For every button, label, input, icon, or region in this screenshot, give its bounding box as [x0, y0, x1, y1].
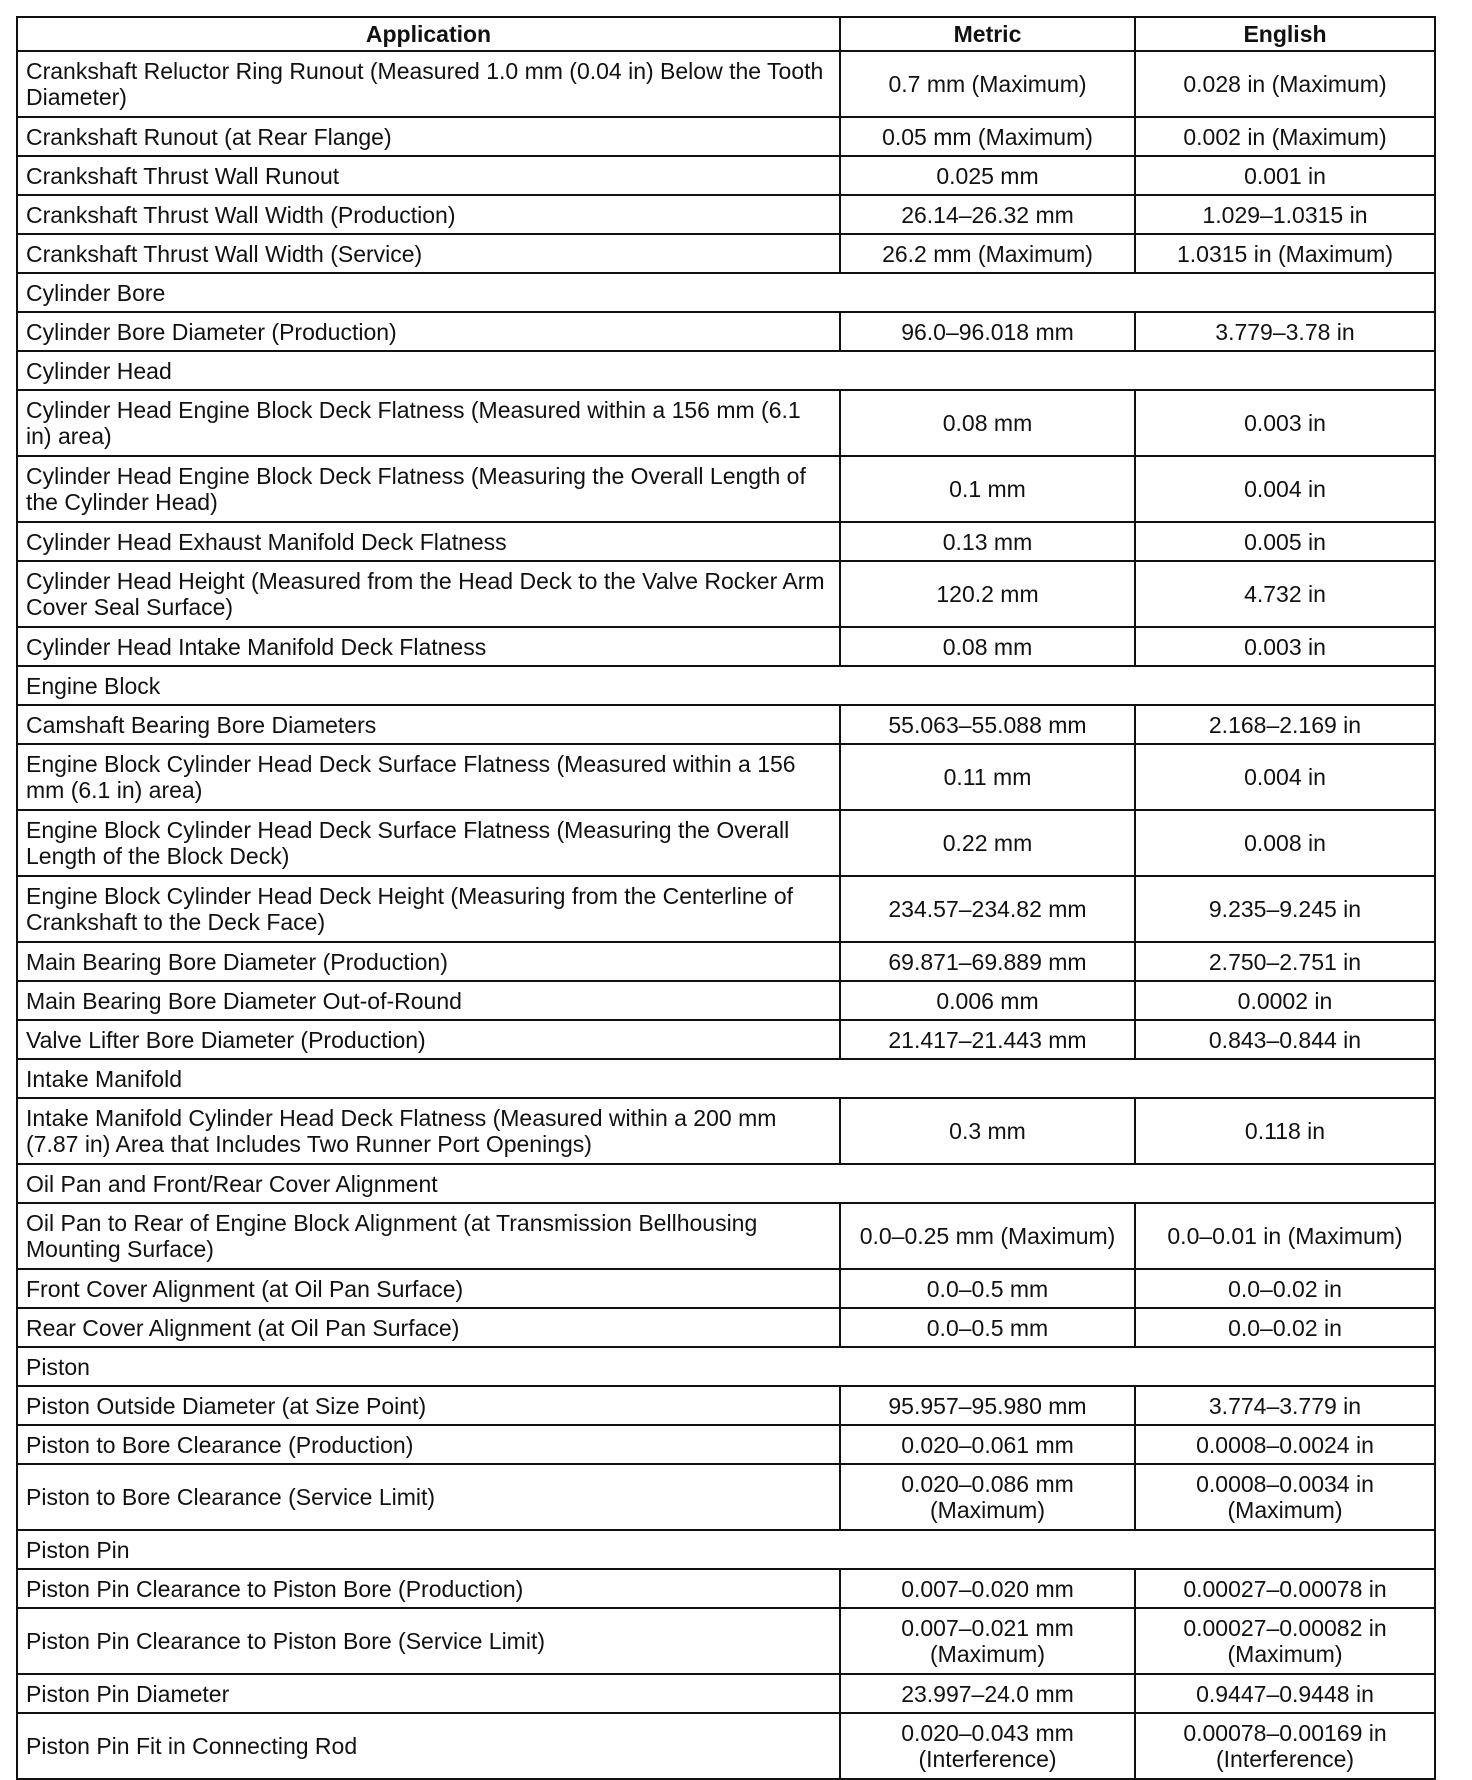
application-cell: Piston Outside Diameter (at Size Point) [17, 1386, 840, 1425]
metric-cell: 21.417–21.443 mm [840, 1020, 1135, 1059]
application-cell: Oil Pan to Rear of Engine Block Alignment (at Transmission Bellhousing Mounting Surface) [17, 1203, 840, 1269]
english-cell: 1.0315 in (Maximum) [1135, 234, 1435, 273]
application-cell: Main Bearing Bore Diameter Out-of-Round [17, 981, 840, 1020]
application-cell: Crankshaft Thrust Wall Width (Production) [17, 195, 840, 234]
table-row [17, 876, 1435, 942]
english-cell: 3.779–3.78 in [1135, 312, 1435, 351]
metric-cell: 26.2 mm (Maximum) [840, 234, 1135, 273]
application-cell: Cylinder Head Engine Block Deck Flatness (Measuring the Overall Length of the Cylinder Head) [17, 456, 840, 522]
english-cell: 0.0008–0.0024 in [1135, 1425, 1435, 1464]
section-row [17, 351, 1435, 390]
metric-cell: 0.007–0.021 mm (Maximum) [840, 1608, 1135, 1674]
application-cell: Crankshaft Runout (at Rear Flange) [17, 117, 840, 156]
table-row [17, 1308, 1435, 1347]
metric-cell: 0.08 mm [840, 627, 1135, 666]
section-row [17, 1530, 1435, 1569]
english-cell: 2.750–2.751 in [1135, 942, 1435, 981]
application-cell: Cylinder Head Engine Block Deck Flatness (Measured within a 156 mm (6.1 in) area) [17, 390, 840, 456]
table-row [17, 627, 1435, 666]
header-row [17, 17, 1435, 51]
table-row [17, 1674, 1435, 1713]
section-heading: Engine Block [17, 666, 1435, 705]
english-cell: 3.774–3.779 in [1135, 1386, 1435, 1425]
metric-cell: 0.020–0.043 mm (Interference) [840, 1713, 1135, 1779]
table-row [17, 1386, 1435, 1425]
table-row [17, 1203, 1435, 1269]
application-cell: Cylinder Bore Diameter (Production) [17, 312, 840, 351]
table-row [17, 942, 1435, 981]
english-cell: 0.0–0.01 in (Maximum) [1135, 1203, 1435, 1269]
application-cell: Cylinder Head Exhaust Manifold Deck Flatness [17, 522, 840, 561]
metric-cell: 0.0–0.25 mm (Maximum) [840, 1203, 1135, 1269]
english-cell: 0.843–0.844 in [1135, 1020, 1435, 1059]
application-cell: Engine Block Cylinder Head Deck Height (Measuring from the Centerline of Crankshaft to the Deck Face) [17, 876, 840, 942]
english-cell: 0.0008–0.0034 in (Maximum) [1135, 1464, 1435, 1530]
metric-cell: 0.020–0.086 mm (Maximum) [840, 1464, 1135, 1530]
metric-cell: 0.22 mm [840, 810, 1135, 876]
section-heading: Intake Manifold [17, 1059, 1435, 1098]
english-cell: 0.004 in [1135, 744, 1435, 810]
table-row [17, 156, 1435, 195]
application-cell: Rear Cover Alignment (at Oil Pan Surface) [17, 1308, 840, 1347]
metric-cell: 55.063–55.088 mm [840, 705, 1135, 744]
metric-cell: 0.0–0.5 mm [840, 1308, 1135, 1347]
table-row [17, 522, 1435, 561]
specifications-table [16, 16, 1436, 1780]
table-body [17, 51, 1435, 1779]
application-cell: Intake Manifold Cylinder Head Deck Flatness (Measured within a 200 mm (7.87 in) Area that Includes Two Runner Port Openings) [17, 1098, 840, 1164]
english-cell: 0.118 in [1135, 1098, 1435, 1164]
english-cell: 4.732 in [1135, 561, 1435, 627]
metric-cell: 0.020–0.061 mm [840, 1425, 1135, 1464]
table-header [17, 17, 1435, 51]
table-row [17, 390, 1435, 456]
metric-cell: 96.0–96.018 mm [840, 312, 1135, 351]
metric-cell: 0.7 mm (Maximum) [840, 51, 1135, 117]
metric-cell: 120.2 mm [840, 561, 1135, 627]
english-cell: 0.008 in [1135, 810, 1435, 876]
application-cell: Valve Lifter Bore Diameter (Production) [17, 1020, 840, 1059]
english-cell: 0.001 in [1135, 156, 1435, 195]
table-row [17, 51, 1435, 117]
table-row [17, 1269, 1435, 1308]
metric-cell: 0.13 mm [840, 522, 1135, 561]
metric-cell: 0.05 mm (Maximum) [840, 117, 1135, 156]
metric-cell: 234.57–234.82 mm [840, 876, 1135, 942]
section-row [17, 1059, 1435, 1098]
metric-cell: 69.871–69.889 mm [840, 942, 1135, 981]
section-heading: Piston Pin [17, 1530, 1435, 1569]
column-header-english: English [1135, 17, 1435, 51]
application-cell: Crankshaft Thrust Wall Width (Service) [17, 234, 840, 273]
english-cell: 0.0–0.02 in [1135, 1308, 1435, 1347]
metric-cell: 0.11 mm [840, 744, 1135, 810]
table-row [17, 1425, 1435, 1464]
metric-cell: 23.997–24.0 mm [840, 1674, 1135, 1713]
table-row [17, 705, 1435, 744]
application-cell: Front Cover Alignment (at Oil Pan Surface) [17, 1269, 840, 1308]
metric-cell: 0.006 mm [840, 981, 1135, 1020]
table-row [17, 1608, 1435, 1674]
metric-cell: 0.08 mm [840, 390, 1135, 456]
column-header-metric: Metric [840, 17, 1135, 51]
table-row [17, 744, 1435, 810]
column-header-application: Application [17, 17, 840, 51]
metric-cell: 0.0–0.5 mm [840, 1269, 1135, 1308]
application-cell: Crankshaft Thrust Wall Runout [17, 156, 840, 195]
metric-cell: 0.1 mm [840, 456, 1135, 522]
english-cell: 0.003 in [1135, 627, 1435, 666]
table-row [17, 195, 1435, 234]
english-cell: 0.028 in (Maximum) [1135, 51, 1435, 117]
application-cell: Crankshaft Reluctor Ring Runout (Measured 1.0 mm (0.04 in) Below the Tooth Diameter) [17, 51, 840, 117]
table-row [17, 234, 1435, 273]
metric-cell: 26.14–26.32 mm [840, 195, 1135, 234]
section-heading: Oil Pan and Front/Rear Cover Alignment [17, 1164, 1435, 1203]
english-cell: 2.168–2.169 in [1135, 705, 1435, 744]
application-cell: Piston Pin Clearance to Piston Bore (Service Limit) [17, 1608, 840, 1674]
section-row [17, 666, 1435, 705]
english-cell: 0.9447–0.9448 in [1135, 1674, 1435, 1713]
english-cell: 0.00027–0.00078 in [1135, 1569, 1435, 1608]
application-cell: Engine Block Cylinder Head Deck Surface Flatness (Measuring the Overall Length of the Block Deck) [17, 810, 840, 876]
section-heading: Piston [17, 1347, 1435, 1386]
table-row [17, 456, 1435, 522]
english-cell: 0.002 in (Maximum) [1135, 117, 1435, 156]
table-row [17, 561, 1435, 627]
table-row [17, 1098, 1435, 1164]
metric-cell: 0.3 mm [840, 1098, 1135, 1164]
english-cell: 0.0–0.02 in [1135, 1269, 1435, 1308]
application-cell: Camshaft Bearing Bore Diameters [17, 705, 840, 744]
application-cell: Main Bearing Bore Diameter (Production) [17, 942, 840, 981]
application-cell: Piston to Bore Clearance (Production) [17, 1425, 840, 1464]
english-cell: 0.00027–0.00082 in (Maximum) [1135, 1608, 1435, 1674]
english-cell: 0.0002 in [1135, 981, 1435, 1020]
application-cell: Engine Block Cylinder Head Deck Surface Flatness (Measured within a 156 mm (6.1 in) area) [17, 744, 840, 810]
table-row [17, 312, 1435, 351]
section-heading: Cylinder Bore [17, 273, 1435, 312]
english-cell: 0.00078–0.00169 in (Interference) [1135, 1713, 1435, 1779]
table-row [17, 1020, 1435, 1059]
application-cell: Piston Pin Diameter [17, 1674, 840, 1713]
application-cell: Cylinder Head Height (Measured from the Head Deck to the Valve Rocker Arm Cover Seal Surface) [17, 561, 840, 627]
table-row [17, 1713, 1435, 1779]
english-cell: 1.029–1.0315 in [1135, 195, 1435, 234]
english-cell: 9.235–9.245 in [1135, 876, 1435, 942]
application-cell: Piston Pin Clearance to Piston Bore (Production) [17, 1569, 840, 1608]
table-row [17, 810, 1435, 876]
metric-cell: 0.025 mm [840, 156, 1135, 195]
application-cell: Piston Pin Fit in Connecting Rod [17, 1713, 840, 1779]
english-cell: 0.005 in [1135, 522, 1435, 561]
table-row [17, 117, 1435, 156]
english-cell: 0.003 in [1135, 390, 1435, 456]
section-row [17, 273, 1435, 312]
table-row [17, 1464, 1435, 1530]
application-cell: Cylinder Head Intake Manifold Deck Flatness [17, 627, 840, 666]
table-row [17, 981, 1435, 1020]
metric-cell: 0.007–0.020 mm [840, 1569, 1135, 1608]
table-row [17, 1569, 1435, 1608]
section-row [17, 1164, 1435, 1203]
english-cell: 0.004 in [1135, 456, 1435, 522]
section-row [17, 1347, 1435, 1386]
metric-cell: 95.957–95.980 mm [840, 1386, 1135, 1425]
section-heading: Cylinder Head [17, 351, 1435, 390]
application-cell: Piston to Bore Clearance (Service Limit) [17, 1464, 840, 1530]
